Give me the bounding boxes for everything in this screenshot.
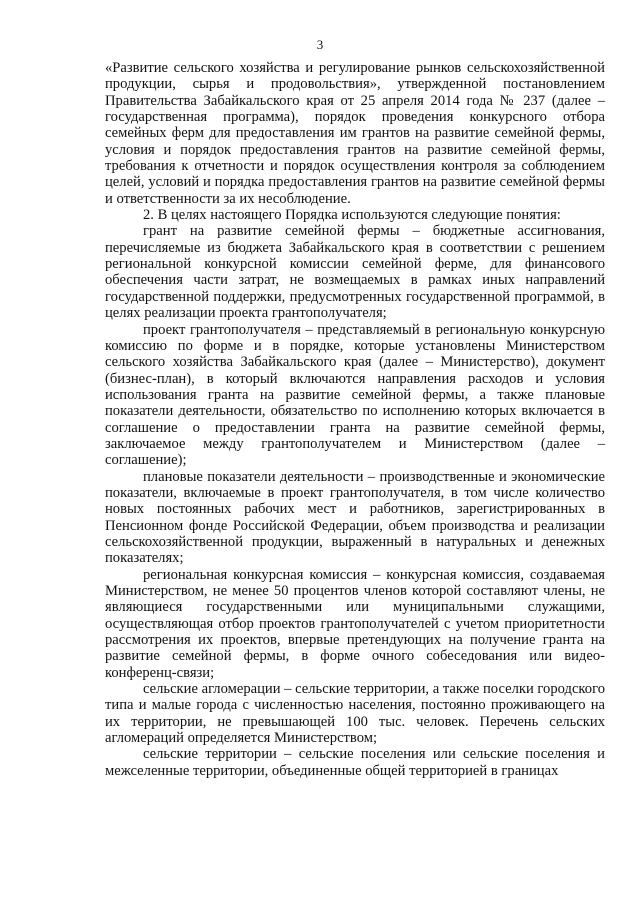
page-number: 3 (316, 37, 324, 52)
paragraph-grant-definition: грант на развитие семейной фермы – бюджетные ассигнования, перечисляемые из бюджета Забайкальского края в соответствии с решением региональной конкурсной комиссии семейной ферме, для финансового обеспечения части затрат, не возмещаемых в рамках иных направлений государственной поддержки, предусмотренных государственной программой, в целях реализации проекта грантополучателя; (105, 223, 605, 322)
paragraph-commission-definition: региональная конкурсная комиссия – конкурсная комиссия, создаваемая Министерством, не менее 50 процентов членов которой составляют члены, не являющиеся государственными или муниципальными служащими, осуществляющая отбор проектов грантополучателей с учетом приоритетности рассмотрения их проектов, впервые претендующих на получение гранта на развитие семейной фермы, в форме очного собеседования или видео-конференц-связи; (105, 566, 605, 681)
paragraph-agglomerations-definition: сельские агломерации – сельские территории, а также поселки городского типа и малые города с численностью населения, постоянно проживающего на их территории, не превышающей 100 тыс. человек. Перечень сельских агломераций определяется Министерством; (105, 681, 605, 747)
paragraph-rural-territories-definition: сельские территории – сельские поселения или сельские поселения и межселенные территории, объединенные общей территорией в границах (105, 746, 605, 779)
paragraph-project-definition: проект грантополучателя – представляемый в региональную конкурсную комиссию по форме и в порядке, которые установлены Министерством сельского хозяйства Забайкальского края (далее – Министерство), документ (бизнес-план), в который включаются направления расходов и условия использования гранта на развитие семейной фермы, а также плановые показатели деятельности, обязательство по исполнению которых включается в соглашение о предоставлении гранта на развитие семейной фермы, заключаемое между грантополучателем и Министерством (далее – соглашение); (105, 321, 605, 469)
paragraph-program-reference: «Развитие сельского хозяйства и регулирование рынков сельскохозяйственной продукции, сырья и продовольствия», утвержденной постановлением Правительства Забайкальского края от 25 апреля 2014 года № 237 (далее – государственная программа), порядок проведения конкурсного отбора семейных ферм для предоставления им грантов на развитие семейной фермы, условия и порядок предоставления грантов на развитие семейной фермы, требования к отчетности и порядок осуществления контроля за соблюдением целей, условий и порядка предоставления грантов на развитие семейной фермы и ответственности за их несоблюдение. (105, 60, 605, 207)
paragraph-definitions-intro: 2. В целях настоящего Порядка используются следующие понятия: (143, 207, 561, 224)
document-body (105, 60, 605, 779)
paragraph-indicators-definition: плановые показатели деятельности – производственные и экономические показатели, включаемые в проект грантополучателя, в том числе количество новых постоянных рабочих мест и работников, зарегистрированных в Пенсионном фонде Российской Федерации, объем производства и реализации сельскохозяйственной продукции, выраженный в натуральных и денежных показателях; (105, 468, 605, 567)
